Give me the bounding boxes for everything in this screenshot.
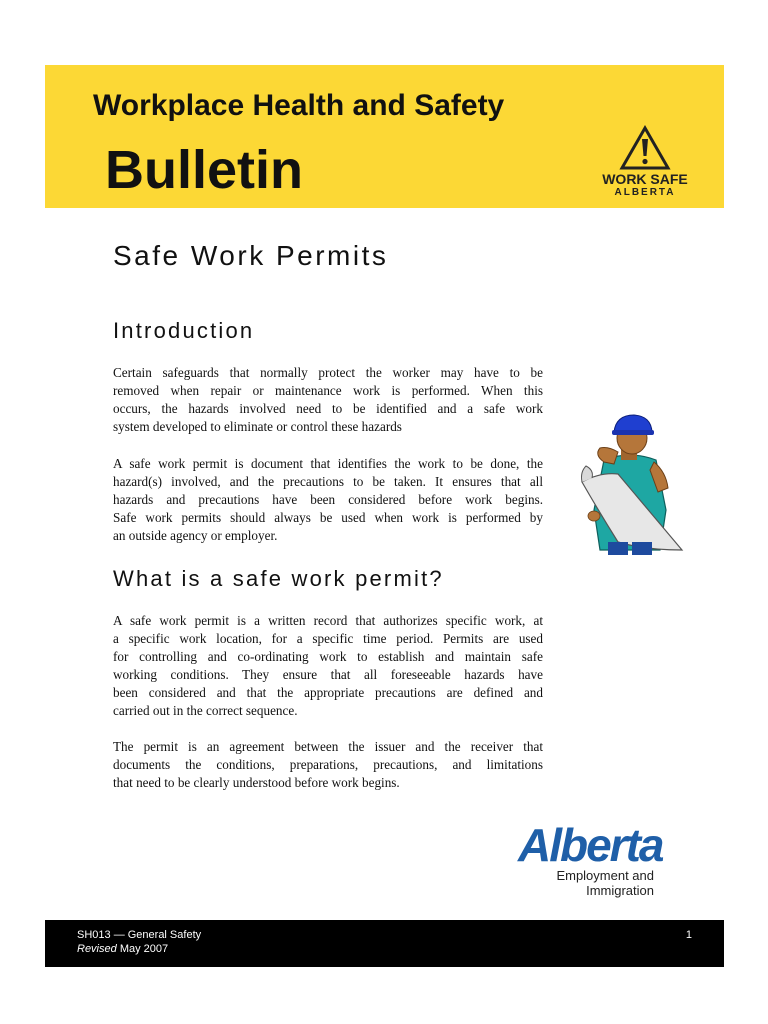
text-line: been considered and that the appropriate precautions are defined and bbox=[113, 685, 543, 700]
text-line: documents the conditions, preparations, precautions, and limitations bbox=[113, 757, 543, 772]
page-number: 1 bbox=[685, 929, 692, 941]
text-line: working conditions. They ensure that all foreseeable hazards have bbox=[113, 667, 543, 682]
paragraph bbox=[113, 455, 543, 545]
footer-doc-code: SH013 — General Safety bbox=[77, 929, 202, 941]
text-line: occurs, the hazards involved need to be identified and a safe work bbox=[113, 401, 543, 416]
page-title: Safe Work Permits bbox=[113, 240, 389, 271]
text-line: hazard(s) involved, and the precautions to be taken. It ensures that all bbox=[113, 474, 543, 489]
text-line: hazards and precautions have been considered before work begins. bbox=[113, 492, 543, 507]
alberta-logo-wordmark: Alberta bbox=[518, 819, 663, 871]
text-line: an outside agency or employer. bbox=[113, 528, 278, 543]
paragraph bbox=[113, 612, 543, 720]
section-heading-introduction: Introduction bbox=[113, 318, 255, 343]
section-heading-what-is-permit: What is a safe work permit? bbox=[113, 566, 444, 591]
work-safe-alberta-logo bbox=[600, 125, 690, 199]
logo-text-work-safe: WORK SAFE bbox=[602, 171, 688, 187]
footer-revised-date: May 2007 bbox=[119, 943, 169, 955]
text-line: system developed to eliminate or control these hazards bbox=[113, 419, 402, 434]
alberta-logo-line2: Immigration bbox=[586, 883, 654, 898]
logo-text-alberta: ALBERTA bbox=[614, 187, 676, 198]
text-line: removed when repair or maintenance work is performed. When this bbox=[113, 383, 543, 398]
footer-revised-label: Revised bbox=[77, 943, 117, 955]
paragraph bbox=[113, 364, 543, 436]
worker-with-blueprint-icon bbox=[574, 410, 686, 555]
footer-revised bbox=[77, 943, 168, 955]
text-line: Certain safeguards that normally protect the worker may have to be bbox=[113, 365, 543, 380]
page-footer bbox=[45, 920, 724, 967]
text-line: that need to be clearly understood before work begins. bbox=[113, 775, 400, 790]
paragraph bbox=[113, 738, 543, 792]
text-line: The permit is an agreement between the issuer and the receiver that bbox=[113, 739, 543, 754]
alberta-employment-immigration-logo bbox=[518, 819, 663, 898]
text-line: A safe work permit is document that identifies the work to be done, the bbox=[113, 456, 543, 471]
text-line: A safe work permit is a written record that authorizes specific work, at bbox=[113, 613, 543, 628]
alberta-logo-line1: Employment and bbox=[556, 868, 654, 883]
bulletin-header bbox=[45, 65, 724, 208]
header-subtitle: Bulletin bbox=[105, 140, 303, 200]
text-line: Safe work permits should always be used when work is performed by bbox=[113, 510, 543, 525]
warning-triangle-icon bbox=[619, 125, 671, 171]
text-line: carried out in the correct sequence. bbox=[113, 703, 298, 718]
text-line: for controlling and co-ordinating work to establish and maintain safe bbox=[113, 649, 543, 664]
header-title: Workplace Health and Safety bbox=[93, 89, 505, 122]
text-line: a specific work location, for a specific time period. Permits are used bbox=[113, 631, 543, 646]
